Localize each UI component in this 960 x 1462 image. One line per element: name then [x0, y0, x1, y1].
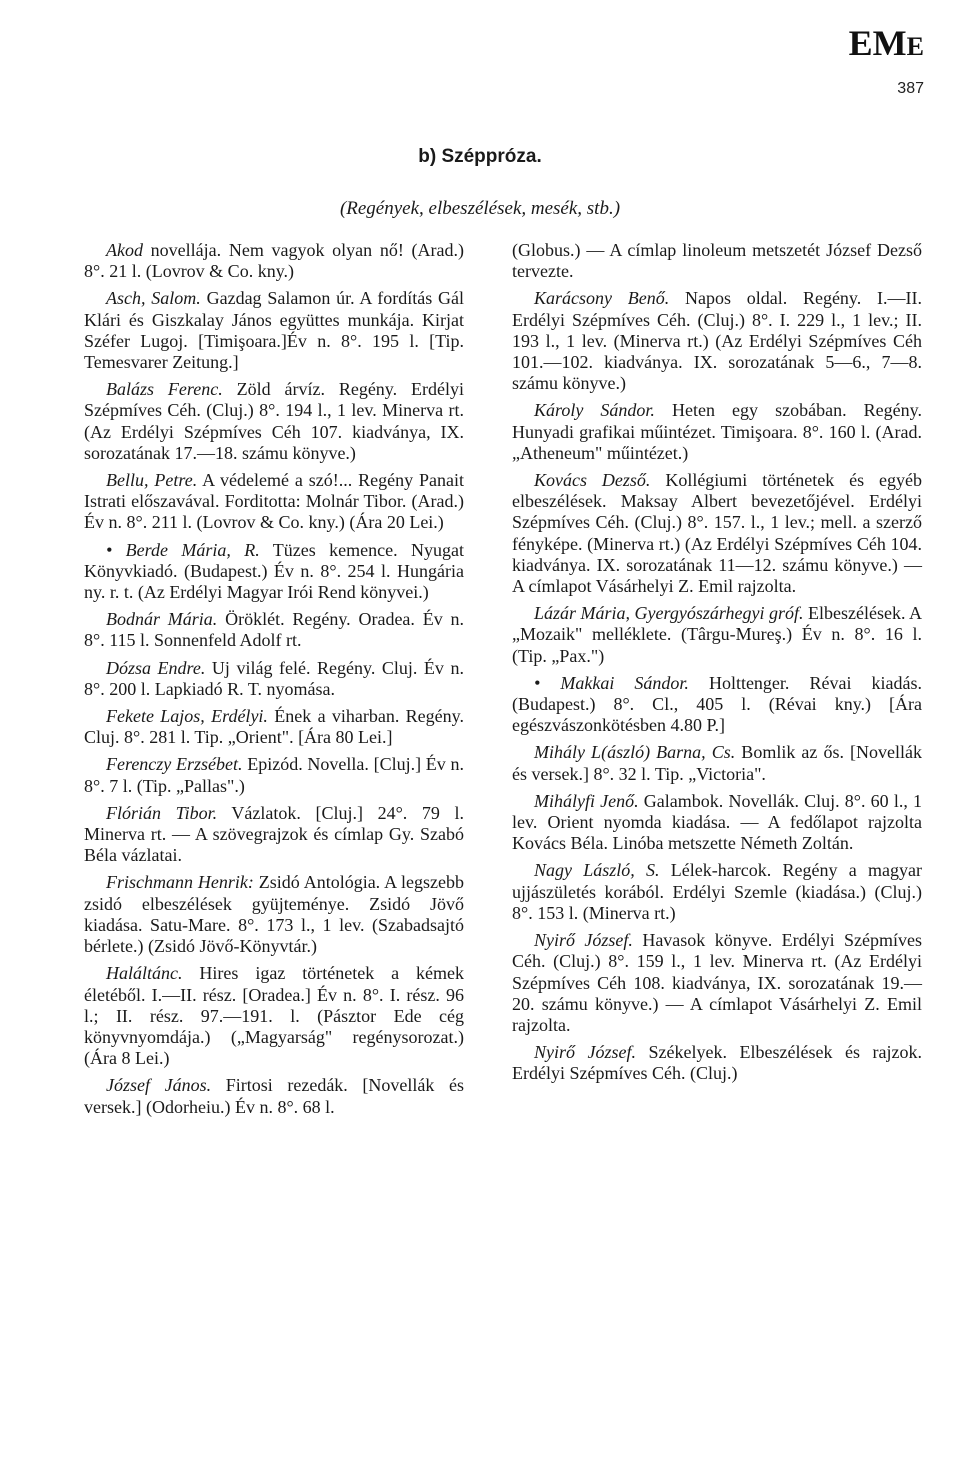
section-subheading: (Regények, elbeszélések, mesék, stb.): [339, 198, 621, 219]
bibliography-entry: [84, 803, 464, 867]
entry-text: Tüzes kemence. Nyugat Könyvkiadó. (Budapest.) Év n. 8°. 254 l. Hungária ny. r. t. (Az Erdélyi Magyar Irói Rend könyvei.): [84, 539, 464, 603]
entry-author: Karácsony Benő.: [534, 288, 670, 309]
right-column: [512, 240, 922, 1091]
entry-text: Hires igaz történetek a kémek életéből. I.—II. rész. [Oradea.] Év n. 8°. I. rész. 96 l.; II. rész. 97.—191. l. (Pásztor Ede cég könyvnyomdája.) („Magyarság" regénysorozat.) (Ára 8 Lei.): [84, 963, 464, 1069]
entry-text: Ének a viharban. Regény. Cluj. 8°. 281 l. Tip. „Orient". [Ára 80 Lei.]: [84, 706, 464, 748]
bibliography-entry: [512, 930, 922, 1036]
bibliography-entry: [512, 1042, 922, 1084]
entry-author: Kovács Dezső.: [534, 470, 651, 491]
entry-text: Lélek-harcok. Regény a magyar ujjászületés korából. Erdélyi Szemle (kiadása.) (Cluj.) 8°. 153 l. (Minerva rt.): [512, 860, 922, 923]
entry-author: Mihály L(ászló) Barna, Cs.: [534, 742, 736, 763]
entry-author: Bodnár Mária.: [106, 609, 218, 630]
entry-author: Balázs Ferenc.: [106, 379, 223, 400]
entry-text: Napos oldal. Regény. I.—II. Erdélyi Szépmíves Céh. (Cluj.) 8°. I. 229 l., 1 lev.; II. 193 l., 1 lev. (Minerva rt.) (Az Erdélyi Szépmíves Céh 101.—102. kiadványa. IX. sorozatának 5—6., 7—8. számu könyve.): [512, 288, 922, 394]
bibliography-entry: [512, 673, 922, 737]
entry-text: Öröklét. Regény. Oradea. Év n. 8°. 115 l. Sonnenfeld Adolf rt.: [84, 609, 464, 651]
logo-main-text: EM: [848, 23, 907, 63]
entry-text: Zöld árvíz. Regény. Erdélyi Szépmíves Céh. (Cluj.) 8°. 194 l., 1 lev. Minerva rt. (Az Erdélyi Szépmíves Céh 107. kiadványa, IX. sorozatának 17.—18. számu könyve.): [84, 379, 465, 463]
entry-text: Epizód. Novella. [Cluj.] Év n. 8°. 7 l. (Tip. „Pallas".): [84, 754, 464, 796]
bibliography-entry: [512, 288, 922, 394]
bibliography-entry: [84, 872, 464, 957]
bibliography-entry: [512, 860, 922, 924]
entry-author: • Makkai Sándor.: [534, 672, 689, 693]
entry-author: Nyirő József.: [534, 1042, 637, 1063]
page-number: 387: [897, 80, 924, 97]
entry-author: Dózsa Endre.: [106, 657, 206, 678]
entry-author: Haláltánc.: [106, 963, 183, 984]
bibliography-entry: [512, 603, 922, 667]
entry-text: novellája. Nem vagyok olyan nő! (Arad.) 8°. 21 l. (Lovrov & Co. kny.): [84, 240, 464, 282]
bibliography-entry: [512, 470, 922, 597]
entry-author: Ferenczy Erzsébet.: [106, 754, 243, 775]
bibliography-entry: [84, 658, 464, 700]
entry-author: Nagy László, S.: [534, 860, 660, 881]
entry-text: A védelemé a szó!... Regény Panait Istrati előszavával. Forditotta: Molnár Tibor. (Arad.) Év n. 8°. 211 l. (Lovrov & Co. kny.) (Ára 20 Lei.): [84, 470, 464, 533]
entry-author: Károly Sándor.: [534, 400, 655, 421]
entry-text: Uj világ felé. Regény. Cluj. Év n. 8°. 200 l. Lapkiadó R. T. nyomása.: [84, 657, 464, 699]
bibliography-entry: [84, 754, 464, 796]
entry-author: József János.: [106, 1075, 212, 1096]
journal-logo: [849, 22, 924, 64]
bibliography-entry: [84, 288, 464, 373]
left-column: [84, 240, 464, 1124]
entry-author: Fekete Lajos, Erdélyi.: [106, 706, 268, 727]
entry-author: Frischmann Henrik:: [106, 872, 254, 893]
entry-text: (Globus.) — A címlap linoleum metszetét József Dezső tervezte.: [512, 240, 922, 282]
entry-text: Holttenger. Révai kiadás. (Budapest.) 8°. Cl., 405 l. (Révai kny.) [Ára egészvászonkötésben 4.80 P.]: [512, 672, 922, 736]
bibliography-entry: [84, 540, 464, 604]
entry-author: Mihályfi Jenő.: [534, 790, 639, 811]
entry-author: • Berde Mária, R.: [106, 539, 260, 560]
entry-text: Gazdag Salamon úr. A fordítás Gál Klári és Giszkalay János együttes munkája. Kirjat Széfer Lugoj. [Timişoara.]Év n. 8°. 195 l. [Tip. Temesvarer Zeitung.]: [84, 288, 464, 373]
entry-author: Lázár Mária, Gyergyószárhegyi gróf.: [534, 603, 804, 624]
bibliography-entry: [84, 963, 464, 1069]
entry-text: Heten egy szobában. Regény. Hunyadi grafikai műintézet. Timişoara. 8°. 160 l. (Arad. „Atheneum" műintézet.): [512, 400, 922, 463]
entry-author: Akod: [106, 240, 143, 260]
bibliography-entry: [512, 400, 922, 464]
bibliography-entry: [512, 791, 922, 855]
entry-text: Havasok könyve. Erdélyi Szépmíves Céh. (Cluj.) 8°. 159 l., 1 lev. Minerva rt. (Az Erdélyi Szépmíves Céh 108. kiadványa, IX. sorozatának 19.—20. számu könyve.) — A címlapot Vásárhelyi Z. Emil rajzolta.: [512, 930, 922, 1035]
bibliography-entry: [84, 379, 464, 464]
entry-text: Zsidó Antológia. A legszebb zsidó elbeszélések gyüjteménye. Zsidó Jövő kiadása. Satu-Mare. 8°. 173 l., 1 lev. (Szabadsajtó bérlete.) (Zsidó Jövő-Könyvtár.): [84, 872, 464, 957]
entry-text: Firtosi rezedák. [Novellák és versek.] (Odorheiu.) Év n. 8°. 68 l.: [84, 1075, 465, 1117]
entry-text: Galambok. Novellák. Cluj. 8°. 60 l., 1 lev. Orient nyomda kiadása. — A fedőlapot rajzolta Kovács Béla. Linóba metszette Németh Zoltán.: [512, 790, 922, 854]
entry-text: Vázlatok. [Cluj.] 24°. 79 l. Minerva rt. — A szövegrajzok és címlap Gy. Szabó Béla vázlatai.: [84, 802, 465, 866]
logo-small-text: E: [906, 32, 924, 61]
entry-author: Flórián Tibor.: [106, 802, 218, 823]
entry-author: Bellu, Petre.: [106, 470, 198, 491]
bibliography-entry: [84, 1075, 464, 1117]
entry-text: Bomlik az ős. [Novellák és versek.] 8°. 32 l. Tip. „Victoria".: [512, 742, 922, 784]
entry-text: Székelyek. Elbeszélések és rajzok. Erdélyi Szépmíves Céh. (Cluj.): [512, 1042, 922, 1084]
bibliography-entry: [512, 742, 922, 784]
bibliography-entry: [84, 706, 464, 748]
entry-author: Nyirő József.: [534, 930, 633, 951]
bibliography-entry: [84, 470, 464, 534]
section-heading: b) Széppróza.: [418, 146, 542, 167]
bibliography-entry: [84, 240, 464, 282]
bibliography-entry: [84, 609, 464, 651]
entry-text: Kollégiumi történetek és egyéb elbeszélések. Maksay Albert bevezetőjével. Erdélyi Szépmíves Céh. (Cluj.) 8°. 157. l., 1 lev.; mell. a szerző fényképe. (Minerva rt.) (Az Erdélyi Szépmíves Céh 104. kiadványa. IX. sorozatának 11—12. számu könyve.) — A címlapot Vásárhelyi Z. Emil rajzolta.: [512, 470, 922, 597]
entry-text: Elbeszélések. A „Mozaik" melléklete. (Târgu-Mureş.) Év n. 8°. 16 l. (Tip. „Pax."): [512, 603, 923, 666]
entry-author: Asch, Salom.: [106, 288, 201, 309]
bibliography-entry: [512, 240, 922, 282]
